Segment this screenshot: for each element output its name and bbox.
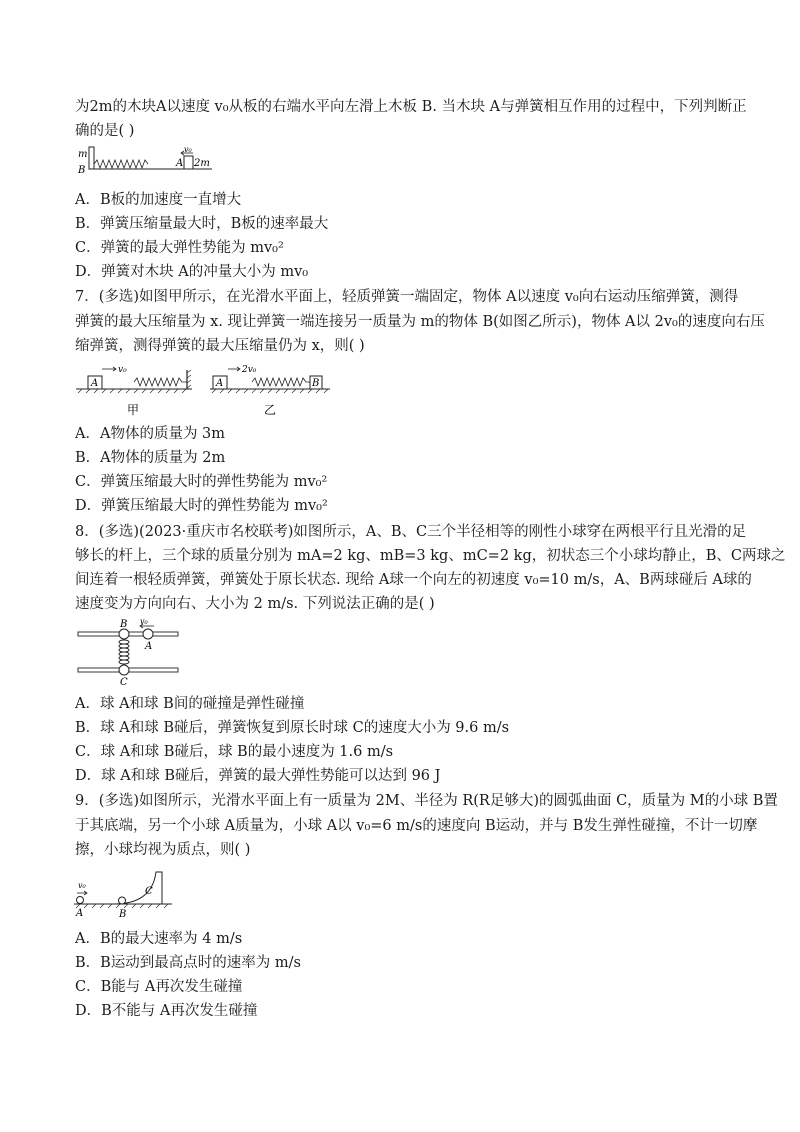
q6-option-a: A．B板的加速度一直增大 <box>75 192 242 208</box>
q6-stem-line-1: 为2m的木块A以速度 v₀从板的右端水平向左滑上木板 B. 当木块 A与弹簧相互作用的过程中，下列判断正 <box>75 99 747 115</box>
q7-option-a: A．A物体的质量为 3m <box>75 426 226 442</box>
q6-option-d: D．弹簧对木块 A的冲量大小为 mv₀ <box>75 264 309 280</box>
q8-stem-line-4: 速度变为方向向右、大小为 2 m/s. 下列说法正确的是( ) <box>75 596 435 612</box>
q6-option-b: B．弹簧压缩量最大时，B板的速率最大 <box>75 216 329 232</box>
q9-option-b: B．B运动到最高点时的速率为 m/s <box>75 955 301 971</box>
q8-option-d: D．球 A和球 B碰后，弹簧的最大弹性势能可以达到 96 J <box>75 768 441 784</box>
q9-stem-line-3: 擦，小球均视为质点，则( ) <box>75 842 251 858</box>
q9-option-c: C．B能与 A再次发生碰撞 <box>75 979 243 995</box>
q8-stem-line-2: 够长的杆上，三个球的质量分别为 mA=2 kg、mB=3 kg、mC=2 kg，初状态三个小球均静止，B、C两球之 <box>75 548 786 564</box>
q6-fig-label-v0: v₀ <box>184 145 192 154</box>
q6-board-wall <box>89 147 94 169</box>
q7-jia-spring <box>134 378 187 386</box>
q7-jia-label-a: A <box>91 378 99 389</box>
q6-fig-label-a: A <box>176 158 184 169</box>
q8-spring <box>119 640 129 664</box>
q6-stem-line-2: 确的是( ) <box>75 123 135 139</box>
q9-ball-a <box>77 897 84 904</box>
q9-option-d: D．B不能与 A再次发生碰撞 <box>75 1003 258 1019</box>
q6-figure <box>74 142 224 182</box>
q6-option-c: C．弹簧的最大弹性势能为 mv₀² <box>75 240 284 256</box>
q6-fig-label-m: m <box>78 149 88 160</box>
q7-option-b: B．A物体的质量为 2m <box>75 450 226 466</box>
q9-stem-line-1: 9．(多选)如图所示，光滑水平面上有一质量为 2M、半径为 R(R足够大)的圆弧曲面 C，质量为 M的小球 B置 <box>75 793 778 809</box>
q8-stem-line-1: 8．(多选)(2023·重庆市名校联考)如图所示，A、B、C三个半径相等的刚性小球穿在两根平行且光滑的足 <box>75 524 747 540</box>
q7-yi-label-b: B <box>312 378 320 389</box>
q7-jia-caption: 甲 <box>127 403 140 417</box>
q9-figure <box>72 862 182 926</box>
q7-figure-jia <box>74 358 196 424</box>
q9-option-a: A．B的最大速率为 4 m/s <box>75 931 243 947</box>
q7-stem-line-1: 7．(多选)如图甲所示，在光滑水平面上，轻质弹簧一端固定，物体 A以速度 v₀向右运动压缩弹簧，测得 <box>75 289 739 305</box>
q9-stem-line-2: 于其底端，另一个小球 A质量为，小球 A以 v₀=6 m/s的速度向 B运动，并与 B发生弹性碰撞，不计一切摩 <box>75 818 758 834</box>
q8-ball-a <box>143 629 153 639</box>
q8-figure <box>74 616 184 690</box>
q9-label-v0: v₀ <box>78 881 86 890</box>
q8-ball-b <box>119 629 129 639</box>
q6-fig-label-2m: 2m <box>194 158 210 169</box>
q7-option-d: D．弹簧压缩最大时的弹性势能为 mv₀² <box>75 498 328 514</box>
q8-label-b: B <box>120 619 128 630</box>
q9-label-b: B <box>119 909 127 920</box>
q8-ball-c <box>119 665 129 675</box>
q7-yi-label-a: A <box>216 378 224 389</box>
q6-fig-label-b: B <box>78 165 86 176</box>
q8-label-v0: v₀ <box>140 617 148 626</box>
q8-option-a: A．球 A和球 B间的碰撞是弹性碰撞 <box>75 696 305 712</box>
q7-stem-line-2: 弹簧的最大压缩量为 x. 现让弹簧一端连接另一质量为 m的物体 B(如图乙所示)，物体 A以 2v₀的速度向右压 <box>75 314 765 330</box>
q7-stem-line-3: 缩弹簧，测得弹簧的最大压缩量仍为 x，则( ) <box>75 338 365 354</box>
q7-yi-caption: 乙 <box>264 403 277 417</box>
q9-label-c: C <box>145 886 153 897</box>
q9-ball-b <box>119 897 126 904</box>
q7-jia-label-v0: v₀ <box>118 365 127 375</box>
q8-stem-line-3: 间连着一根轻质弹簧，弹簧处于原长状态. 现给 A球一个向左的初速度 v₀=10 m/s，A、B两球碰后 A球的 <box>75 572 752 588</box>
q8-label-a: A <box>145 641 153 652</box>
q6-block-a <box>184 156 193 169</box>
q9-label-a: A <box>76 908 84 919</box>
q7-yi-label-2v0: 2v₀ <box>242 365 257 375</box>
q6-spring <box>94 160 148 168</box>
q7-yi-spring <box>252 378 310 386</box>
q7-figure-yi <box>208 358 334 424</box>
q7-option-c: C．弹簧压缩最大时的弹性势能为 mv₀² <box>75 474 328 490</box>
q8-option-c: C．球 A和球 B碰后，球 B的最小速度为 1.6 m/s <box>75 744 394 760</box>
q8-label-c: C <box>120 677 128 686</box>
q8-option-b: B．球 A和球 B碰后，弹簧恢复到原长时球 C的速度大小为 9.6 m/s <box>75 720 510 736</box>
